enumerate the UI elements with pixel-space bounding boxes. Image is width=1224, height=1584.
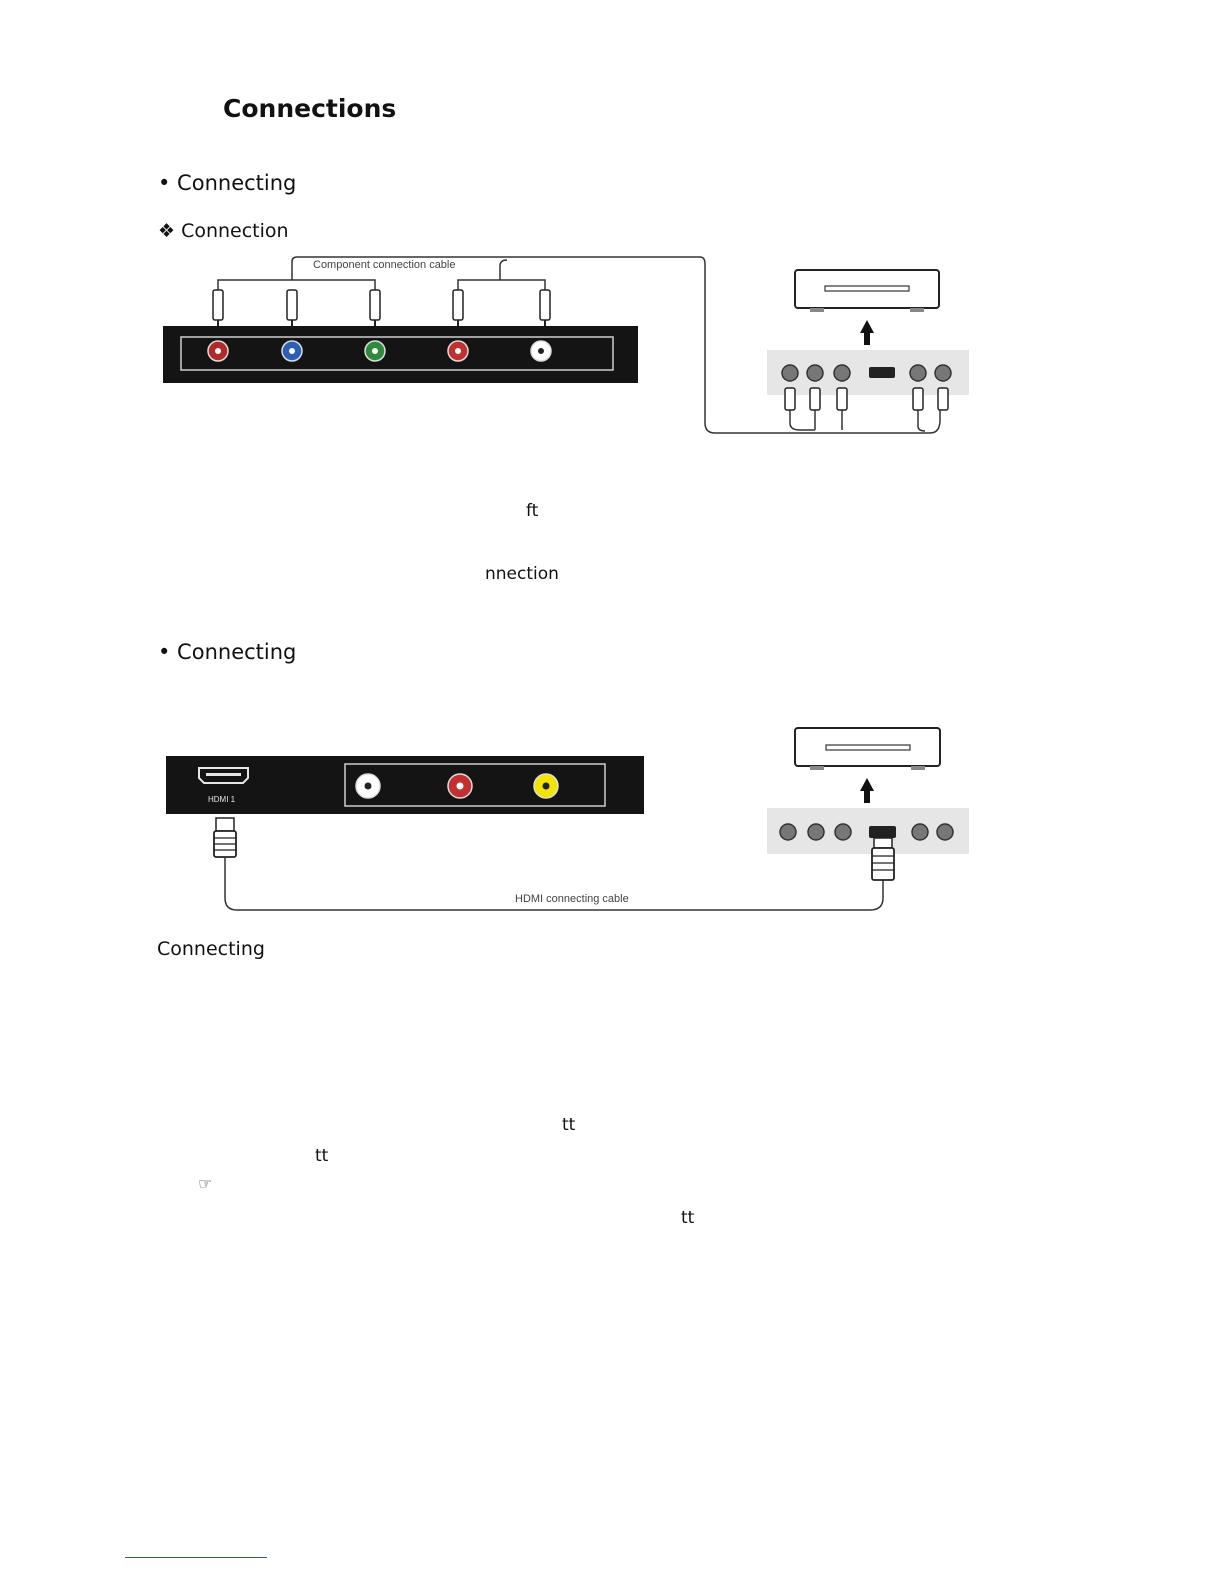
device-hdmi-port [869,367,895,378]
text-fragment-tt-1: tt [562,1115,576,1135]
component-connection-diagram [150,248,990,448]
component-plugs [213,290,550,320]
set-top-box-icon [795,728,940,770]
hdmi-port-label: HDMI 1 [208,795,236,804]
set-top-box-icon [795,270,939,312]
text-fragment-tt-2: tt [315,1146,329,1166]
hdmi-plug-tv [214,818,236,857]
hdmi-caption: Connecting [157,938,265,960]
arrow-up-icon [860,778,874,803]
component-cable-label: Component connection cable [313,259,456,271]
page-title: Connections [223,94,397,123]
arrow-up-icon [860,320,874,345]
text-fragment-tt-3: tt [681,1208,695,1228]
text-fragment-ft: ft [526,501,539,521]
subsection-heading-connection: ❖ Connection [158,220,289,242]
hdmi-connection-diagram [150,720,990,920]
hdmi-cable-label: HDMI connecting cable [515,893,629,905]
hdmi-plug-device [869,826,896,880]
section-heading-component: • Connecting [158,171,297,195]
text-fragment-nnection: nnection [485,564,559,584]
tv-back-panel [163,326,638,383]
pointing-hand-icon: ☞ [198,1174,213,1193]
footnote-separator [125,1557,267,1558]
section-heading-hdmi: • Connecting [158,640,297,664]
